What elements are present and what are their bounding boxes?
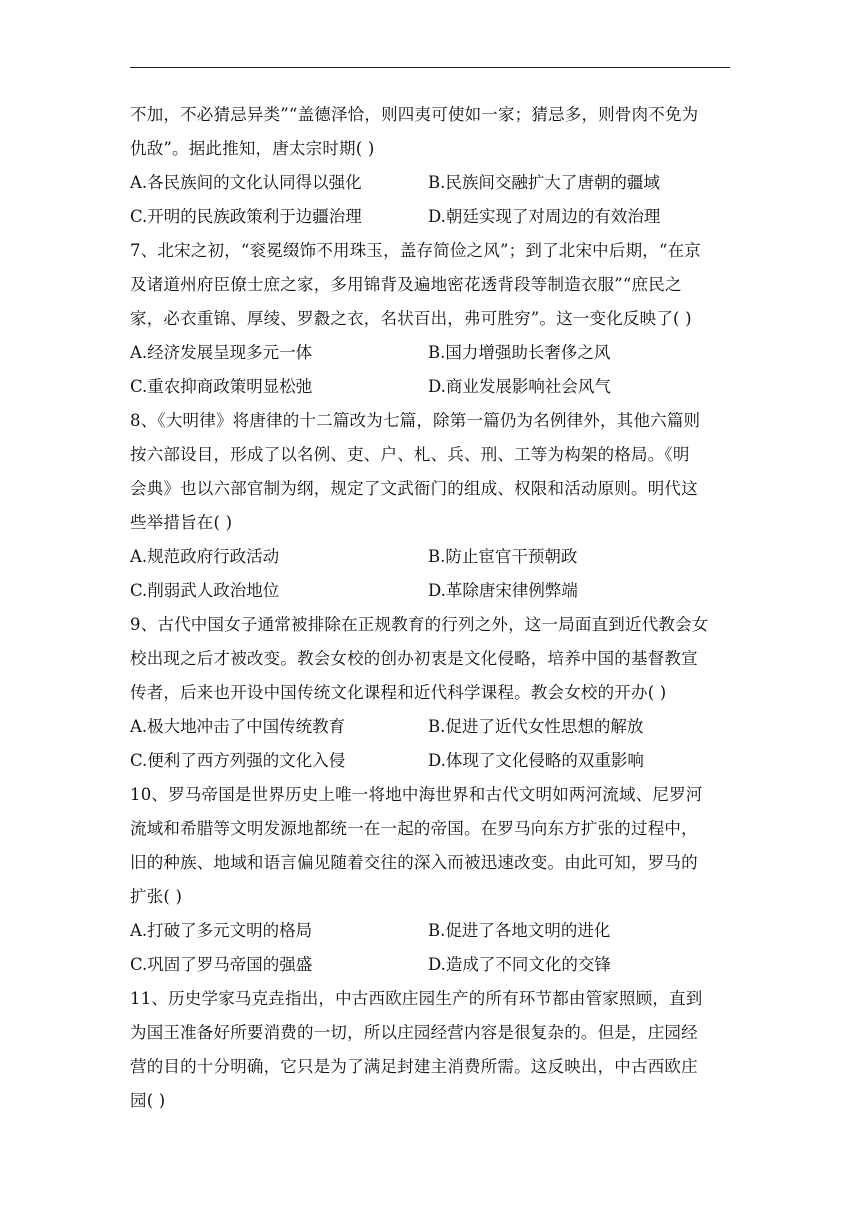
- option-d: D.商业发展影响社会风气: [428, 377, 611, 396]
- question-8: [130, 404, 730, 608]
- question-line: 传者，后来也开设中国传统文化课程和近代科学课程。教会女校的开办( ): [130, 683, 667, 702]
- question-line: 旧的种族、地域和语言偏见随着交往的深入而被迅速改变。由此可知，罗马的: [130, 853, 698, 872]
- question-line: 些举措旨在( ): [130, 513, 233, 532]
- option-d: D.革除唐宋律例弊端: [428, 581, 578, 600]
- page-content: [130, 98, 730, 1118]
- option-row: [130, 574, 730, 608]
- option-a: A.各民族间的文化认同得以强化: [130, 173, 362, 192]
- header-rule: [130, 67, 730, 68]
- question-line: 11、历史学家马克垚指出，中古西欧庄园生产的所有环节都由管家照顾，直到: [130, 989, 703, 1008]
- question-line: 7、北宋之初，“衮冕缀饰不用珠玉，盖存简俭之风”；到了北宋中后期，“在京: [130, 241, 702, 260]
- question-line: 家，必衣重锦、厚绫、罗縠之衣，名状百出，弗可胜穷”。这一变化反映了( ): [130, 309, 692, 328]
- question-9: [130, 608, 730, 778]
- option-c: C.削弱武人政治地位: [130, 581, 280, 600]
- question-line: 8、《大明律》将唐律的十二篇改为七篇，除第一篇仍为名例律外，其他六篇则: [130, 411, 701, 430]
- question-line: 校出现之后才被改变。教会女校的创办初衷是文化侵略，培养中国的基督教宣: [130, 649, 698, 668]
- option-b: B.国力增强助长奢侈之风: [428, 343, 611, 362]
- option-row: [130, 370, 730, 404]
- question-line: 为国王准备好所要消费的一切，所以庄园经营内容是很复杂的。但是，庄园经: [130, 1023, 698, 1042]
- option-b: B.防止宦官干预朝政: [428, 547, 578, 566]
- option-row: [130, 336, 730, 370]
- option-d: D.朝廷实现了对周边的有效治理: [428, 207, 661, 226]
- option-b: B.促进了各地文明的进化: [428, 921, 611, 940]
- question-line: 10、罗马帝国是世界历史上唯一将地中海世界和古代文明如两河流域、尼罗河: [130, 785, 703, 804]
- option-row: [130, 744, 730, 778]
- option-c: C.开明的民族政策利于边疆治理: [130, 207, 362, 226]
- option-row: [130, 914, 730, 948]
- option-c: C.便利了西方列强的文化入侵: [130, 751, 346, 770]
- question-line: 仇敌”。据此推知，唐太宗时期( ): [130, 139, 375, 158]
- question-10: [130, 778, 730, 982]
- question-line: 9、古代中国女子通常被排除在正规教育的行列之外，这一局面直到近代教会女: [130, 615, 709, 634]
- option-a: A.经济发展呈现多元一体: [130, 343, 313, 362]
- option-a: A.规范政府行政活动: [130, 547, 280, 566]
- question-line: 及诸道州府臣僚士庶之家，多用锦背及遍地密花透背段等制造衣服”“庶民之: [130, 275, 682, 294]
- option-b: B.民族间交融扩大了唐朝的疆域: [428, 173, 660, 192]
- question-line: 按六部设目，形成了以名例、吏、户、札、兵、刑、工等为构架的格局。《明: [130, 445, 690, 464]
- option-row: [130, 948, 730, 982]
- option-row: [130, 710, 730, 744]
- question-11: [130, 982, 730, 1118]
- option-a: A.极大地冲击了中国传统教育: [130, 717, 346, 736]
- option-b: B.促进了近代女性思想的解放: [428, 717, 644, 736]
- question-7: [130, 234, 730, 404]
- question-line: 不加，不必猜忌异类”“盖德泽恰，则四夷可使如一家；猜忌多，则骨肉不免为: [130, 105, 699, 124]
- question-line: 园( ): [130, 1091, 166, 1110]
- option-d: D.体现了文化侵略的双重影响: [428, 751, 644, 770]
- question-line: 营的目的十分明确，它只是为了满足封建主消费所需。这反映出，中古西欧庄: [130, 1057, 698, 1076]
- question-line: 扩张( ): [130, 887, 183, 906]
- option-a: A.打破了多元文明的格局: [130, 921, 313, 940]
- option-c: C.重农抑商政策明显松弛: [130, 377, 313, 396]
- option-d: D.造成了不同文化的交锋: [428, 955, 611, 974]
- option-c: C.巩固了罗马帝国的强盛: [130, 955, 313, 974]
- question-line: 流域和希腊等文明发源地都统一在一起的帝国。在罗马向东方扩张的过程中，: [130, 819, 698, 838]
- question-6-tail: [130, 98, 730, 234]
- question-line: 会典》也以六部官制为纲，规定了文武衙门的组成、权限和活动原则。明代这: [130, 479, 698, 498]
- option-row: [130, 200, 730, 234]
- option-row: [130, 540, 730, 574]
- option-row: [130, 166, 730, 200]
